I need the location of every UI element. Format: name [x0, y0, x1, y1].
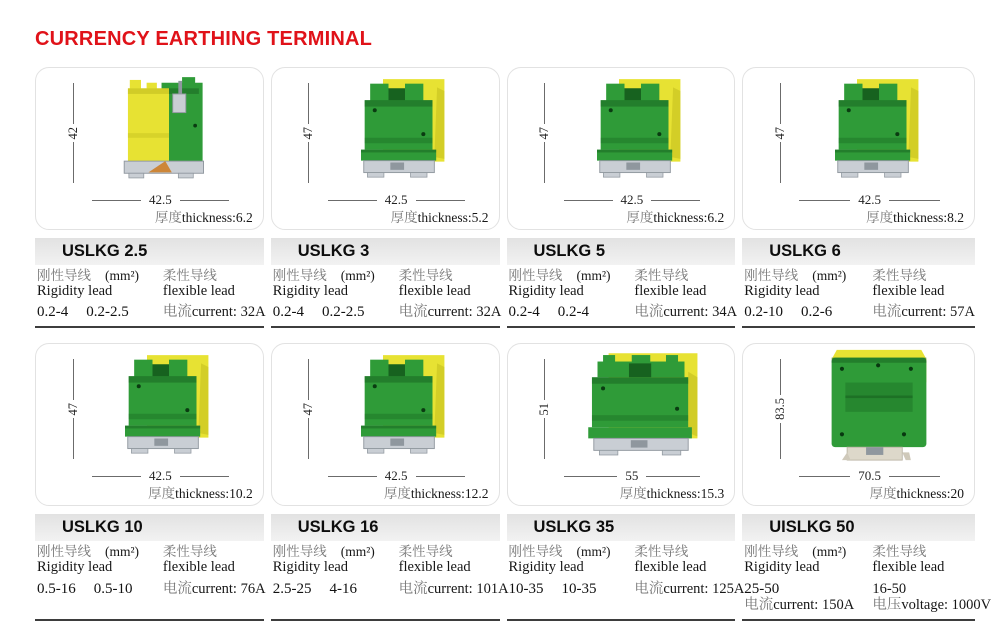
rigid-value: 0.2-2.5: [322, 304, 365, 321]
flex-lead-label-en: flexible lead: [634, 283, 707, 300]
rigid-value: 4-16: [329, 580, 357, 597]
flex-line-label-cn: 电流: [162, 304, 192, 321]
dimension-line: [73, 359, 74, 400]
height-dimension: [66, 83, 80, 183]
model-header-bar: [507, 238, 736, 265]
model-name: USLKG 10: [62, 518, 143, 537]
terminal-block-illustration: [579, 353, 703, 470]
flex-line-value: current: 101A: [427, 580, 509, 597]
rigid-lead-label-en: Rigidity lead: [744, 283, 820, 300]
flex-line: [162, 580, 266, 597]
flex-line-value: current: 57A: [901, 304, 976, 321]
flex-lead-column: [634, 544, 745, 597]
product-photo: [558, 73, 725, 197]
height-dimension: [66, 359, 80, 459]
dimension-line: [564, 476, 618, 477]
dimension-line: [780, 83, 781, 124]
rigid-lead-label-cn: 刚性导线: [37, 268, 91, 283]
thickness-value: thickness:6.2: [653, 210, 725, 225]
unit-label: (mm²): [812, 268, 847, 283]
thickness-label-cn: 厚度: [626, 210, 654, 225]
rigid-lead-values: [37, 305, 163, 321]
flex-lead-label-cn: 柔性导线: [634, 268, 689, 283]
rigid-lead-values: [37, 582, 163, 598]
flex-line: [162, 304, 266, 321]
rigid-value: 0.2-4: [508, 304, 540, 321]
terminal-block-illustration: [823, 346, 935, 476]
product-image-panel: [742, 67, 975, 230]
dimension-line: [92, 200, 141, 201]
rigid-lead-column: [37, 545, 163, 597]
width-dimension-label: 42.5: [858, 192, 881, 207]
rigid-value: 10-35: [561, 580, 597, 597]
rigid-lead-values: [273, 582, 399, 598]
dimension-line: [73, 142, 74, 183]
current-rating: [744, 598, 872, 613]
rigid-lead-heading: [37, 269, 163, 283]
rigid-lead-label-cn: 刚性导线: [37, 544, 91, 560]
thickness-label-cn: 厚度: [154, 210, 182, 225]
rigid-lead-label-en: Rigidity lead: [272, 559, 349, 576]
width-dimension-label: 42.5: [149, 192, 172, 207]
rigid-lead-label-cn: 刚性导线: [508, 544, 563, 560]
spec-table: [742, 541, 992, 620]
thickness-label-cn: 厚度: [148, 486, 176, 502]
model-name: USLKG 5: [533, 242, 606, 260]
thickness-label: [870, 482, 965, 502]
flex-line: [872, 304, 976, 321]
product-photo: [322, 349, 489, 473]
dimension-line: [780, 423, 781, 459]
rigid-lead-column: [509, 269, 635, 321]
width-dimension-label: 42.5: [384, 468, 408, 484]
flex-lead-label-cn: 柔性导线: [162, 268, 217, 283]
product-photo: [558, 349, 725, 473]
dimension-line: [544, 83, 545, 124]
dimension-line: [889, 200, 940, 201]
flex-line-value: current: 32A: [427, 304, 502, 321]
flex-lead-heading: [163, 545, 262, 559]
flex-line: [634, 304, 738, 321]
flex-line-value: 16-50: [872, 580, 907, 597]
flex-lead-values: [398, 304, 502, 321]
thickness-label: [155, 206, 253, 226]
model-header-bar: [271, 514, 500, 541]
height-dimension-label: 47: [301, 402, 316, 416]
flex-lead-label-en: flexible lead: [162, 283, 235, 300]
terminal-block-illustration: [586, 76, 696, 194]
flex-line-value: current: 34A: [663, 304, 738, 321]
flex-lead-label-cn: 柔性导线: [398, 268, 453, 283]
height-dimension: [302, 83, 316, 183]
flex-line-label-cn: 电流: [162, 580, 192, 597]
model-name: USLKG 2.5: [62, 242, 148, 260]
product-cell: [271, 343, 509, 620]
rigid-lead-column: [37, 269, 163, 321]
rigid-value: 0.5-16: [37, 580, 76, 597]
flex-lead-column: [398, 268, 502, 321]
dimension-line: [308, 359, 309, 400]
height-dimension-label: 47: [772, 126, 787, 140]
rigid-lead-heading: [273, 269, 399, 283]
dimension-line: [308, 142, 309, 183]
rigid-lead-values: [273, 305, 399, 321]
model-header-bar: [35, 238, 264, 265]
rigid-value: 0.2-4: [272, 304, 304, 321]
flex-line-label-cn: 电流: [398, 580, 428, 597]
thickness-label: [384, 482, 489, 502]
flex-lead-column: [872, 268, 976, 321]
thickness-value: thickness:15.3: [646, 486, 725, 502]
flex-lead-label-cn: 柔性导线: [872, 544, 927, 560]
dimension-line: [799, 476, 850, 477]
model-name: USLKG 35: [533, 518, 615, 537]
rigid-lead-label-en: Rigidity lead: [37, 559, 113, 576]
rigid-lead-heading: [509, 545, 635, 559]
dimension-line: [780, 359, 781, 395]
flex-lead-heading: [634, 269, 733, 283]
product-photo: [86, 73, 253, 197]
rigid-lead-heading: [744, 545, 872, 559]
height-dimension-label: 47: [65, 402, 80, 416]
unit-label: (mm²): [340, 544, 375, 560]
height-dimension-label: 83.5: [772, 398, 787, 421]
spec-table: [271, 541, 509, 620]
unit-label: (mm²): [576, 544, 611, 560]
flex-line: [398, 580, 509, 597]
height-dimension-label: 47: [301, 126, 316, 140]
product-image-panel: [507, 67, 736, 230]
flex-lead-values: [162, 580, 266, 597]
thickness-value: thickness:20: [896, 486, 964, 502]
rigid-lead-label-cn: 刚性导线: [744, 268, 799, 283]
dimension-line: [544, 142, 545, 183]
rigid-value: 0.2-6: [801, 304, 833, 321]
flex-lead-values: [872, 304, 976, 321]
spec-table: [271, 265, 500, 328]
model-header-bar: [742, 514, 975, 541]
flex-lead-column: [634, 268, 738, 321]
rigid-lead-label-en: Rigidity lead: [272, 283, 349, 300]
height-dimension-label: 51: [537, 402, 551, 416]
dimension-line: [544, 418, 545, 459]
dimension-line: [328, 476, 377, 477]
width-dimension-label: 42.5: [149, 468, 172, 484]
flex-lead-values: [634, 304, 738, 321]
dimension-line: [780, 142, 781, 183]
thickness-value: thickness:12.2: [410, 486, 489, 502]
height-dimension-label: 42: [65, 126, 80, 140]
flex-line: [872, 596, 992, 613]
product-photo: [86, 349, 253, 473]
rigid-lead-label-en: Rigidity lead: [508, 283, 584, 300]
flex-lead-column: [398, 544, 509, 597]
width-dimension-label: 55: [625, 468, 639, 484]
spec-table: [35, 541, 264, 620]
flex-lead-values: [872, 580, 992, 613]
flex-lead-label-en: flexible lead: [162, 559, 235, 576]
model-header-bar: [507, 514, 736, 541]
spec-table: [742, 265, 975, 328]
spec-table: [507, 541, 745, 620]
width-dimension-label: 42.5: [620, 192, 644, 207]
rigid-lead-label-en: Rigidity lead: [508, 559, 584, 576]
flex-line-value: voltage: 1000V: [901, 596, 992, 613]
thickness-value: thickness:8.2: [893, 210, 964, 225]
thickness-label: [866, 206, 964, 226]
terminal-block-illustration: [114, 352, 224, 470]
flex-line-label-cn: 电压: [872, 596, 902, 613]
dimension-line: [328, 200, 377, 201]
flex-lead-label-cn: 柔性导线: [872, 268, 927, 283]
dimension-line: [651, 200, 700, 201]
rigid-value: 2.5-25: [272, 580, 312, 597]
product-grid: [35, 67, 992, 621]
flex-lead-values: [162, 304, 266, 321]
product-image-panel: [35, 343, 264, 506]
model-name: USLKG 3: [297, 242, 370, 260]
dimension-line: [308, 418, 309, 459]
flex-lead-heading: [872, 545, 973, 559]
rigid-lead-column: [509, 545, 635, 597]
flex-lead-heading: [399, 269, 498, 283]
flex-lead-label-en: flexible lead: [634, 559, 707, 576]
flex-lead-heading: [872, 269, 973, 283]
flex-lead-label-en: flexible lead: [872, 283, 945, 300]
dimension-line: [416, 476, 465, 477]
model-header-bar: [35, 514, 264, 541]
rigid-lead-values: [744, 305, 872, 321]
spec-table: [507, 265, 736, 328]
rigid-lead-heading: [37, 545, 163, 559]
thickness-label-cn: 厚度: [619, 486, 647, 502]
rigid-value: 10-35: [508, 580, 544, 597]
model-name: UISLKG 50: [769, 518, 855, 537]
rigid-lead-column: [744, 269, 872, 321]
flex-lead-values: [398, 580, 509, 597]
current-label-cn: 电流: [744, 597, 774, 614]
thickness-value: thickness:10.2: [175, 486, 253, 502]
dimension-line: [308, 83, 309, 124]
rigid-lead-label-cn: 刚性导线: [508, 268, 563, 283]
rigid-lead-label-en: Rigidity lead: [37, 283, 113, 300]
thickness-label: [620, 482, 725, 502]
thickness-label-cn: 厚度: [383, 486, 411, 502]
rigid-lead-heading: [509, 269, 635, 283]
model-name: USLKG 6: [769, 242, 841, 260]
product-cell: [507, 67, 736, 328]
dimension-line: [889, 476, 940, 477]
product-cell: [35, 343, 264, 620]
dimension-line: [92, 476, 141, 477]
unit-label: (mm²): [576, 268, 611, 283]
rigid-lead-values: [509, 582, 635, 598]
unit-label: (mm²): [340, 268, 375, 283]
height-dimension: [538, 83, 552, 183]
flex-lead-column: [162, 268, 266, 321]
rigid-lead-label-en: Rigidity lead: [744, 559, 820, 576]
thickness-label: [626, 206, 724, 226]
rigid-lead-column: [273, 545, 399, 597]
flex-lead-label-en: flexible lead: [398, 559, 471, 576]
height-dimension: [538, 359, 552, 459]
rigid-lead-label-cn: 刚性导线: [744, 544, 799, 560]
dimension-line: [564, 200, 613, 201]
rigid-value: 25-50: [744, 580, 780, 597]
width-dimension-label: 42.5: [384, 192, 408, 207]
rigid-lead-label-cn: 刚性导线: [272, 268, 327, 283]
current-value: current: 150A: [773, 597, 855, 614]
rigid-lead-column: [273, 269, 399, 321]
unit-label: (mm²): [105, 544, 140, 560]
dimension-line: [799, 200, 850, 201]
flex-line-value: current: 125A: [663, 580, 745, 597]
dimension-line: [646, 476, 700, 477]
width-dimension-label: 70.5: [858, 468, 881, 484]
flex-line: [398, 304, 502, 321]
rigid-lead-values: [509, 305, 635, 321]
flex-lead-label-cn: 柔性导线: [162, 544, 217, 560]
product-cell: [35, 67, 264, 328]
spec-table: [35, 265, 264, 328]
flex-lead-heading: [399, 545, 498, 559]
flex-line: [872, 582, 973, 597]
terminal-block-illustration: [350, 352, 460, 470]
thickness-label: [148, 482, 253, 502]
rigid-value: 0.2-10: [744, 304, 783, 321]
dimension-line: [416, 200, 465, 201]
product-image-panel: [507, 343, 736, 506]
height-dimension-label: 47: [537, 126, 551, 140]
product-cell: [742, 343, 992, 620]
product-image-panel: [35, 67, 264, 230]
product-image-panel: [271, 67, 500, 230]
thickness-value: thickness:5.2: [417, 210, 489, 225]
flex-lead-label-en: flexible lead: [398, 283, 471, 300]
unit-label: (mm²): [812, 544, 847, 560]
model-header-bar: [271, 238, 500, 265]
terminal-block-illustration: [350, 76, 460, 194]
product-cell: [271, 67, 500, 328]
flex-lead-label-en: flexible lead: [872, 559, 945, 576]
flex-line-label-cn: 电流: [634, 304, 664, 321]
flex-lead-heading: [634, 545, 733, 559]
terminal-block-illustration: [824, 76, 934, 194]
flex-line-value: current: 32A: [191, 304, 266, 321]
thickness-label-cn: 厚度: [869, 486, 897, 502]
flex-lead-column: [872, 544, 992, 613]
flex-line: [634, 580, 745, 597]
thickness-label-cn: 厚度: [390, 210, 418, 225]
product-cell: [742, 67, 975, 328]
model-header-bar: [742, 238, 975, 265]
product-cell: [507, 343, 745, 620]
flex-line-label-cn: 电流: [398, 304, 428, 321]
dimension-line: [73, 418, 74, 459]
page-title: CURRENCY EARTHING TERMINAL: [35, 28, 373, 50]
flex-lead-column: [162, 544, 266, 597]
unit-label: (mm²): [105, 268, 140, 283]
rigid-value: 0.2-2.5: [86, 304, 129, 321]
dimension-line: [180, 200, 229, 201]
rigid-lead-values: [744, 582, 872, 598]
flex-lead-heading: [163, 269, 262, 283]
height-dimension: [773, 359, 787, 459]
thickness-label: [391, 206, 489, 226]
flex-lead-label-cn: 柔性导线: [634, 544, 689, 560]
rigid-value: 0.5-10: [93, 580, 133, 597]
rigid-lead-column: [744, 545, 872, 613]
rigid-lead-label-cn: 刚性导线: [272, 544, 327, 560]
product-photo: [793, 73, 964, 197]
rigid-lead-heading: [273, 545, 399, 559]
flex-lead-values: [634, 580, 745, 597]
product-photo: [793, 349, 964, 473]
rigid-value: 0.2-4: [557, 304, 589, 321]
rigid-lead-heading: [744, 269, 872, 283]
dimension-line: [544, 359, 545, 400]
terminal-block-illustration: [113, 75, 225, 195]
rigid-value: 0.2-4: [37, 304, 69, 321]
thickness-value: thickness:6.2: [181, 210, 253, 225]
thickness-label-cn: 厚度: [866, 210, 894, 225]
product-image-panel: [742, 343, 975, 506]
dimension-line: [73, 83, 74, 124]
flex-lead-label-cn: 柔性导线: [398, 544, 453, 560]
model-name: USLKG 16: [297, 518, 379, 537]
height-dimension: [773, 83, 787, 183]
dimension-line: [180, 476, 229, 477]
product-photo: [322, 73, 489, 197]
flex-line-label-cn: 电流: [872, 304, 902, 321]
flex-line-value: current: 76A: [191, 580, 266, 597]
flex-line-label-cn: 电流: [634, 580, 664, 597]
product-image-panel: [271, 343, 500, 506]
height-dimension: [302, 359, 316, 459]
